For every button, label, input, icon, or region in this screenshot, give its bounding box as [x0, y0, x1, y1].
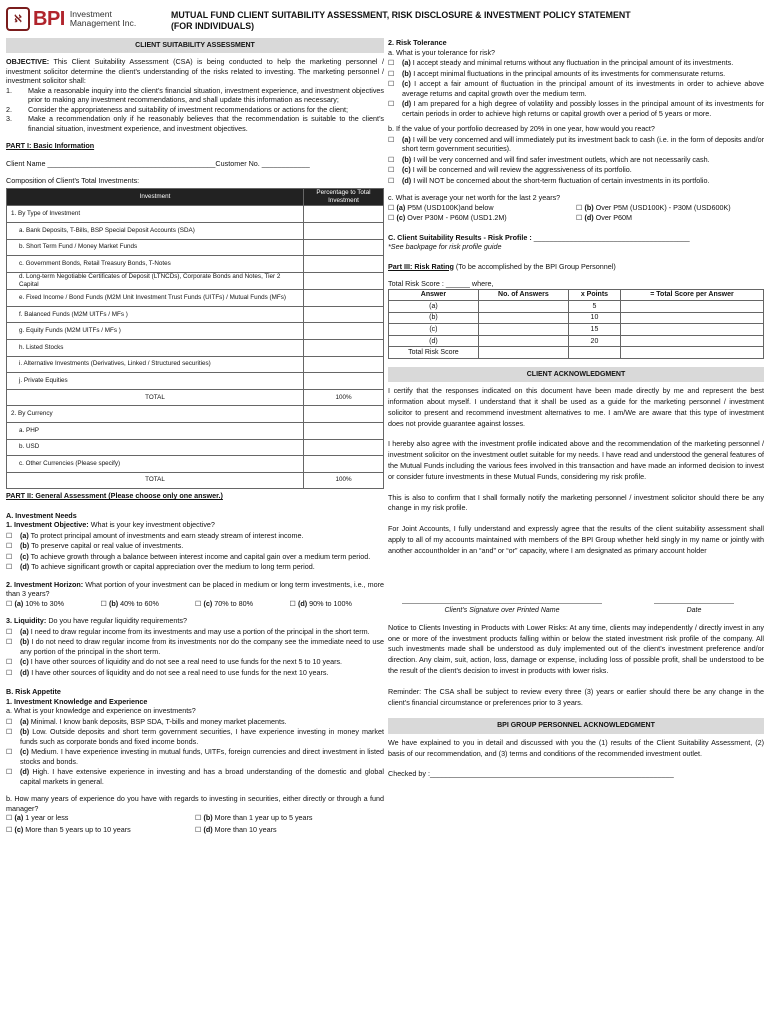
client-name-field[interactable]: Client Name __________________________________________Customer No. ____________: [6, 158, 310, 168]
score-total-cell[interactable]: [621, 347, 764, 359]
objective-item: [6, 105, 384, 115]
q3: 3. Liquidity: Do you have regular liquidity requirements?: [6, 616, 187, 626]
option-key: (b): [20, 637, 30, 647]
option-text: More than 5 years up to 10 years: [25, 824, 131, 834]
option-text: I accept minimal fluctuations in the principal amounts of its investments for commensurate returns.: [413, 68, 726, 78]
b1b-options: [6, 813, 384, 834]
checkbox-icon[interactable]: ☐: [6, 813, 13, 823]
score-row: [389, 301, 764, 313]
inv-row: [7, 356, 384, 373]
checkbox-icon[interactable]: ☐: [6, 530, 13, 540]
score-cell[interactable]: [621, 301, 764, 313]
inv-row: [7, 456, 384, 473]
option-checkbox[interactable]: [6, 717, 384, 727]
option-text: To achieve significant growth or capital appreciation over the medium to long term period.: [31, 562, 315, 572]
option-body: [20, 727, 384, 746]
option-body: [402, 99, 764, 118]
inv-percentage[interactable]: [304, 323, 384, 340]
option-checkbox[interactable]: [576, 213, 764, 223]
rt-b-question: b. If the value of your portfolio decreased by 20% in one year, how would you react?: [388, 124, 655, 133]
checkbox-icon[interactable]: ☐: [195, 598, 202, 608]
option-text: 70% to 80%: [214, 598, 254, 608]
inv-row: [7, 306, 384, 323]
option-checkbox[interactable]: [388, 79, 764, 98]
section-band-client-ack: CLIENT ACKNOWLEDGMENT: [388, 367, 764, 382]
score-cell[interactable]: [621, 312, 764, 324]
logo-text: BPI: [33, 8, 65, 30]
option-checkbox[interactable]: [388, 165, 764, 175]
option-text: P5M (USD100K)and below: [407, 202, 494, 212]
investment-needs-heading: A. Investment Needs: [6, 510, 77, 520]
score-cell: (d): [389, 335, 479, 347]
option-key: (a): [396, 202, 406, 212]
score-col-header: = Total Score per Answer: [621, 289, 764, 301]
score-col-header: Answer: [389, 289, 479, 301]
checkbox-icon[interactable]: ☐: [388, 175, 395, 185]
option-checkbox[interactable]: [6, 637, 384, 656]
score-cell[interactable]: [478, 312, 568, 324]
inv-label: i. Alternative Investments (Derivatives, Linked / Structured securities): [7, 356, 304, 373]
q2-options: [6, 599, 384, 609]
option-key: (a): [402, 134, 411, 144]
rt-c-options: [388, 203, 764, 223]
b1a-options: [6, 717, 384, 787]
option-checkbox[interactable]: [6, 767, 384, 786]
ack-paragraph-3: This is also to confirm that I shall formally notify the marketing personnel / investment solicitor should there be any change in my risk profile.: [388, 492, 764, 513]
score-cell[interactable]: [478, 335, 568, 347]
objective-item: [6, 114, 384, 133]
option-text: High. I have extensive experience in investing and has a broad understanding of the domestic and global capital markets in general.: [20, 767, 384, 786]
checkbox-icon[interactable]: ☐: [6, 637, 13, 647]
option-body: [20, 747, 384, 766]
option-key: (d): [203, 824, 213, 834]
score-cell: 10: [568, 312, 620, 324]
score-cell[interactable]: [478, 301, 568, 313]
inv-row: [7, 406, 384, 423]
option-checkbox[interactable]: [388, 203, 576, 213]
option-text: I accept a fair amount of fluctuation in the principal amount of its investments in order to achieve above average returns and capital growth over the medium term.: [402, 79, 764, 98]
option-text: I will be very concerned and will find safer investment outlets, which are not necessarily cash.: [413, 154, 710, 164]
option-body: [20, 541, 384, 551]
score-col-header: x Points: [568, 289, 620, 301]
option-checkbox[interactable]: [6, 813, 195, 823]
checkbox-icon[interactable]: ☐: [576, 202, 583, 212]
option-key: (c): [402, 79, 411, 88]
right-column: [388, 38, 764, 779]
rt-a-question: a. What is your tolerance for risk?: [388, 47, 496, 57]
inv-label: b. USD: [7, 439, 304, 456]
part3-heading: Part III: Risk Rating (To be accomplished by the BPI Group Personnel): [388, 261, 616, 271]
risk-profile-result[interactable]: C. Client Suitability Results - Risk Profile : _______________________________________: [388, 232, 690, 242]
option-checkbox[interactable]: [576, 203, 764, 213]
inv-percentage[interactable]: [304, 239, 384, 256]
score-cell: 20: [568, 335, 620, 347]
option-text: I have other sources of liquidity and do not see a real need to use funds for the next 10 years.: [31, 667, 329, 677]
option-checkbox[interactable]: [388, 213, 576, 223]
checkbox-icon[interactable]: ☐: [6, 657, 13, 667]
checkbox-icon[interactable]: ☐: [388, 213, 395, 222]
option-body: [402, 165, 764, 175]
inv-row: [7, 222, 384, 239]
score-cell[interactable]: [621, 335, 764, 347]
option-key: (c): [14, 824, 24, 834]
section-band-personnel-ack: BPI GROUP PERSONNEL ACKNOWLEDGMENT: [388, 718, 764, 733]
checkbox-icon[interactable]: ☐: [6, 727, 13, 737]
option-text: 40% to 60%: [120, 598, 159, 608]
inv-percentage[interactable]: [304, 272, 384, 290]
inv-label: 2. By Currency: [7, 406, 304, 423]
inv-col-investment: Investment: [7, 188, 304, 206]
option-text: I will be concerned and will review the aggressiveness of its portfolio.: [412, 165, 632, 174]
inv-label: f. Balanced Funds (M2M UITFs / MFs ): [7, 306, 304, 323]
option-key: (b): [584, 202, 594, 212]
inv-percentage: 100%: [304, 389, 384, 406]
option-key: (c): [396, 213, 406, 222]
option-body: [402, 79, 764, 98]
option-checkbox[interactable]: [6, 627, 384, 637]
option-body: [20, 637, 384, 656]
risk-tolerance-heading: 2. Risk Tolerance: [388, 38, 447, 47]
option-key: (b): [203, 813, 213, 823]
checkbox-icon[interactable]: ☐: [6, 747, 13, 757]
inv-percentage[interactable]: [304, 306, 384, 323]
checkbox-icon[interactable]: ☐: [289, 598, 296, 608]
inv-label: d. Long-term Negotiable Certificates of Deposit (LTNCDs), Corporate Bonds and Notes, Tier 2 Capital: [7, 272, 304, 290]
option-text: Low. Outside deposits and short term government securities, I have experience investing in money market funds such as corporate bonds and fixed income bonds.: [20, 727, 385, 746]
option-key: (d): [20, 767, 30, 777]
inv-percentage[interactable]: [304, 256, 384, 273]
inv-percentage[interactable]: [304, 290, 384, 307]
option-checkbox[interactable]: [6, 825, 195, 835]
inv-row: [7, 290, 384, 307]
section-band-csa: CLIENT SUITABILITY ASSESSMENT: [6, 38, 384, 53]
option-checkbox[interactable]: [6, 657, 384, 667]
option-text: I accept steady and minimal returns without any fluctuation in the principal amount of its investments.: [412, 58, 734, 67]
option-checkbox[interactable]: [388, 155, 764, 165]
option-checkbox[interactable]: [195, 599, 290, 609]
option-body: [20, 627, 384, 637]
q2: 2. Investment Horizon: What portion of your investment can be placed in medium or long term investments, i.e., more than 3 years?: [6, 579, 384, 599]
inv-percentage[interactable]: [304, 356, 384, 373]
option-body: [20, 717, 384, 727]
score-cell: (a): [389, 301, 479, 313]
inv-row: [7, 323, 384, 340]
checkbox-icon[interactable]: ☐: [6, 716, 13, 726]
score-table: [388, 289, 764, 360]
option-key: (a): [20, 716, 29, 726]
option-text: Medium. I have experience investing in mutual funds, UITFs, foreign currencies and direct investment in listed stocks and bonds.: [20, 747, 384, 766]
score-total-cell: [478, 347, 568, 359]
inv-label: c. Other Currencies (Please specify): [7, 456, 304, 473]
checkbox-icon[interactable]: ☐: [6, 767, 13, 777]
inv-label: j. Private Equities: [7, 373, 304, 390]
q3-options: [6, 627, 384, 678]
left-column: [6, 38, 384, 834]
rt-c-question: c. What is average your net worth for the last 2 years?: [388, 193, 561, 202]
option-key: (d): [402, 175, 412, 185]
option-text: More than 1 year up to 5 years: [214, 813, 313, 823]
rt-b-options: [388, 135, 764, 186]
option-body: [20, 767, 384, 786]
inv-label: TOTAL: [7, 472, 304, 489]
bpi-seal-icon: ℵ: [6, 7, 30, 31]
score-cell: 15: [568, 324, 620, 336]
inv-percentage[interactable]: [304, 222, 384, 239]
checkbox-icon[interactable]: ☐: [100, 598, 107, 608]
option-key: (b): [20, 541, 30, 551]
inv-row: [7, 256, 384, 273]
score-total-cell: [568, 347, 620, 359]
option-text: Over P5M (USD100K) - P30M (USD600K): [595, 202, 731, 212]
inv-label: a. PHP: [7, 423, 304, 440]
option-body: [402, 155, 764, 165]
option-text: 10% to 30%: [25, 598, 65, 608]
objective-item: [6, 86, 384, 105]
checkbox-icon[interactable]: ☐: [388, 99, 395, 108]
option-key: (b): [402, 68, 412, 78]
option-text: I will be very concerned and will immediately put its investment back to cash (i.e. in the form of deposits and/or short term government securities).: [402, 134, 764, 153]
option-key: (c): [20, 747, 29, 757]
option-text: 90% to 100%: [309, 598, 352, 608]
option-key: (c): [20, 551, 29, 561]
option-text: I have other sources of liquidity and do not see a real need to use funds for the next 5 to 10 years.: [30, 657, 343, 667]
option-key: (a): [402, 58, 411, 67]
option-body: [20, 552, 384, 562]
objective-item-text: Make a reasonable inquiry into the client’s financial situation, investment experience, and investment objectives prior to making any investment recommendations, and shall update this information as necessary;: [28, 85, 384, 105]
option-checkbox[interactable]: [6, 562, 384, 572]
option-checkbox[interactable]: [6, 599, 101, 609]
option-checkbox[interactable]: [388, 99, 764, 118]
option-text: 1 year or less: [25, 813, 69, 823]
option-body: [20, 657, 384, 667]
checkbox-icon[interactable]: ☐: [388, 165, 395, 174]
option-checkbox[interactable]: [6, 727, 384, 746]
checkbox-icon[interactable]: ☐: [576, 213, 583, 222]
option-checkbox[interactable]: [6, 531, 384, 541]
option-key: (b): [20, 727, 30, 737]
score-cell[interactable]: [621, 324, 764, 336]
header: [6, 6, 764, 36]
knowledge-heading: 1. Investment Knowledge and Experience: [6, 696, 148, 706]
option-text: I am prepared for a high degree of volatility and possibly losses in the principal amount of its investments for certain periods in order to achieve high returns or capital growth over a period of 5 years or more.: [402, 99, 765, 118]
company-name: Investment Management Inc.: [69, 9, 137, 29]
option-key: (a): [14, 813, 24, 823]
checkbox-icon[interactable]: ☐: [195, 813, 202, 823]
option-key: (b): [108, 598, 119, 608]
inv-percentage[interactable]: [304, 373, 384, 390]
reminder-paragraph: Reminder: The CSA shall be subject to review every three (3) years or earlier should there be any change in the client’s financial circumstance or preferences prior to 3 years.: [388, 686, 764, 707]
option-key: (c): [402, 165, 411, 174]
checkbox-icon[interactable]: ☐: [388, 79, 395, 88]
composition-label: Composition of Client’s Total Investments:: [6, 176, 140, 186]
option-checkbox[interactable]: [195, 813, 384, 823]
objective-item-text: Consider the appropriateness and suitability of investment recommendations or actions for the client;: [28, 104, 349, 114]
b1b-question: b. How many years of experience do you have with regards to investing in securities, either directly or through a fund manager?: [6, 794, 384, 813]
option-text: Over P30M - P60M (USD1.2M): [407, 213, 507, 222]
checkbox-icon[interactable]: ☐: [388, 58, 395, 67]
option-checkbox[interactable]: [290, 599, 385, 609]
option-key: (c): [20, 657, 29, 667]
option-body: [402, 58, 764, 68]
option-key: (a): [20, 530, 29, 540]
score-cell: (c): [389, 324, 479, 336]
option-text: To protect principal amount of investments and earn steady stream of interest income.: [30, 530, 304, 540]
option-text: I need to draw regular income from its investments and may use a portion of the principal in the short term.: [30, 626, 370, 636]
inv-row: [7, 206, 384, 223]
page-title: MUTUAL FUND CLIENT SUITABILITY ASSESSMENT, RISK DISCLOSURE & INVESTMENT POLICY STATEMENT (FOR INDIVIDUALS): [171, 10, 631, 31]
option-key: (d): [20, 562, 30, 572]
inv-label: e. Fixed Income / Bond Funds (M2M Unit Investment Trust Funds (UITFs) / Mutual Funds (MFs): [7, 290, 304, 307]
inv-percentage[interactable]: [304, 456, 384, 473]
checkbox-icon[interactable]: ☐: [6, 667, 13, 677]
option-checkbox[interactable]: [388, 69, 764, 79]
ack-paragraph-2: I hereby also agree with the investment profile indicated above and the recommendation of the marketing personnel / investment solicitor on the investment outlet suitable for my needs. I have read and understood the general features of the Mutual Funds including the various fees involved in this transaction and have made an informed decision to invest or consider future investments in these Mutual Funds, considering my risk profile.: [388, 439, 764, 481]
risk-appetite-heading: B. Risk Appetite: [6, 687, 61, 697]
option-body: [402, 135, 764, 154]
option-text: I do not need to draw regular income from its investments nor do the company see the immediate need to use any portion of the principal in the short term.: [20, 637, 384, 656]
inv-label: h. Listed Stocks: [7, 340, 304, 357]
inv-label: 1. By Type of Investment: [7, 206, 304, 223]
option-body: [402, 69, 764, 79]
inv-percentage: 100%: [304, 472, 384, 489]
signature-area: [388, 603, 764, 615]
option-checkbox[interactable]: [388, 176, 764, 186]
inv-row: [7, 423, 384, 440]
option-text: To preserve capital or real value of investments.: [31, 541, 184, 551]
checkbox-icon[interactable]: ☐: [6, 626, 13, 636]
option-key: (d): [584, 213, 594, 222]
inv-label: TOTAL: [7, 389, 304, 406]
inv-label: g. Equity Funds (M2M UITFs / MFs ): [7, 323, 304, 340]
bpi-logo: [6, 6, 136, 32]
personnel-ack-paragraph: We have explained to you in detail and discussed with you the (1) results of the Client Suitability Assessment, (2) basis of our recommendation, and (3) terms and conditions of the recommended investment outlet.: [388, 737, 764, 758]
checkbox-icon[interactable]: ☐: [6, 551, 13, 561]
option-key: (d): [297, 598, 308, 608]
risk-profile-note: *See backpage for risk profile guide: [388, 242, 502, 251]
checkbox-icon[interactable]: ☐: [6, 598, 13, 608]
objective: OBJECTIVE: This Client Suitability Assessment (CSA) is being conducted to help the marketing personnel / investment solicitor determine the client’s understanding of the risks related to investing. The marketing personnel / investment solicitor shall:: [6, 57, 384, 86]
option-checkbox[interactable]: [195, 825, 384, 835]
ack-paragraph-4: For Joint Accounts, I fully understand and expressly agree that the results of the client suitability assessment shall apply to all of my accounts maintained with members of the BPI Group whether held singly in my name or jointly with another accountholder in an “and” or “or” capacity, where I am designated as primary account holder: [388, 524, 764, 555]
inv-row: [7, 439, 384, 456]
inv-row: [7, 373, 384, 390]
inv-label: a. Bank Deposits, T-Bills, BSP Special Deposit Accounts (SDA): [7, 222, 304, 239]
checkbox-icon[interactable]: ☐: [388, 68, 395, 78]
option-key: (c): [203, 598, 213, 608]
inv-label: b. Short Term Fund / Money Market Funds: [7, 239, 304, 256]
option-text: Minimal. I know bank deposits, BSP SDA, T-bills and money market placements.: [30, 716, 287, 726]
option-checkbox[interactable]: [388, 58, 764, 68]
objective-item-text: Make a recommendation only if he reasonably believes that the recommendation is suitable to the client’s financial situation, investment experience, and investment objectives.: [28, 114, 384, 133]
option-checkbox[interactable]: [101, 599, 196, 609]
checkbox-icon[interactable]: ☐: [6, 541, 13, 551]
score-total-row: [389, 347, 764, 359]
signature-date[interactable]: Date: [654, 603, 734, 615]
b1a-question: a. What is your knowledge and experience on investments?: [6, 706, 196, 716]
part1-heading: PART I: Basic Information: [6, 141, 95, 151]
part2-heading: PART II: General Assessment (Please choose only one answer.): [6, 491, 223, 501]
score-row: [389, 312, 764, 324]
q1: 1. Investment Objective: What is your key investment objective?: [6, 520, 215, 530]
option-checkbox[interactable]: [6, 552, 384, 562]
option-key: (d): [402, 99, 412, 108]
score-cell: 5: [568, 301, 620, 313]
checkbox-icon[interactable]: ☐: [6, 824, 13, 834]
score-col-header: No. of Answers: [478, 289, 568, 301]
checkbox-icon[interactable]: ☐: [388, 202, 395, 212]
checkbox-icon[interactable]: ☐: [195, 824, 202, 834]
investment-table: [6, 188, 384, 490]
inv-row: [7, 272, 384, 290]
option-checkbox[interactable]: [6, 747, 384, 766]
inv-row: [7, 340, 384, 357]
option-checkbox[interactable]: [6, 668, 384, 678]
option-key: (a): [14, 598, 24, 608]
score-total-label: Total Risk Score: [389, 347, 479, 359]
inv-percentage[interactable]: [304, 423, 384, 440]
notice-paragraph: Notice to Clients Investing in Products with Lower Risks: At any time, clients may independently / directly invest in any one or more of the investment products falling within or below the stated investment risk profile of the company. All such investments made shall be understood as duly implemented out of the client’s investment preference and/or direction. Any claim, suit, action, loss, damage or expense, including loss of possible profit, shall be understood to be the result of the client’s decision to invest in products with lower risks.: [388, 622, 764, 676]
score-cell: (b): [389, 312, 479, 324]
inv-label: c. Government Bonds, Retail Treasury Bonds, T-Notes: [7, 256, 304, 273]
option-body: [402, 176, 764, 186]
inv-percentage[interactable]: [304, 206, 384, 223]
q1-options: [6, 531, 384, 572]
option-body: [20, 562, 384, 572]
inv-percentage[interactable]: [304, 406, 384, 423]
inv-row: [7, 472, 384, 489]
client-signature[interactable]: Client’s Signature over Printed Name: [402, 603, 602, 615]
option-body: [20, 531, 384, 541]
objective-item-number: 2.: [6, 104, 12, 114]
rt-a-options: [388, 58, 764, 118]
option-key: (d): [20, 667, 30, 677]
objective-item-number: 3.: [6, 114, 12, 124]
checkbox-icon[interactable]: ☐: [6, 562, 13, 572]
objective-list: [6, 86, 384, 134]
inv-percentage[interactable]: [304, 340, 384, 357]
option-body: [20, 668, 384, 678]
option-text: More than 10 years: [214, 824, 277, 834]
inv-percentage[interactable]: [304, 439, 384, 456]
inv-col-percentage: Percentage to Total Investment: [304, 188, 384, 206]
checkbox-icon[interactable]: ☐: [388, 134, 395, 144]
option-key: (a): [20, 626, 29, 636]
option-text: To achieve growth through a balance between interest income and capital gain over a medium term period.: [30, 551, 371, 561]
inv-row: [7, 239, 384, 256]
checkbox-icon[interactable]: ☐: [388, 154, 395, 164]
objective-item-number: 1.: [6, 85, 12, 95]
option-checkbox[interactable]: [388, 135, 764, 154]
option-checkbox[interactable]: [6, 541, 384, 551]
option-text: Over P60M: [595, 213, 632, 222]
option-key: (b): [402, 154, 412, 164]
option-text: I will NOT be concerned about the short-term fluctuation of certain investments in its portfolio.: [413, 175, 710, 185]
inv-row: [7, 389, 384, 406]
total-risk-score-line: Total Risk Score : ______ where,: [388, 279, 494, 288]
ack-paragraph-1: I certify that the responses indicated on this document have been made directly by me and represent the best information about myself. I understand that it shall be used as a guide for the marketing personnel / investment solicitor to present and recommend investment alternatives to me. I am/We are aware that this type of investment does not provide guarantee against losses.: [388, 386, 764, 428]
score-row: [389, 335, 764, 347]
score-cell[interactable]: [478, 324, 568, 336]
score-row: [389, 324, 764, 336]
checked-by-field[interactable]: Checked by :_____________________________________________________________: [388, 769, 674, 779]
